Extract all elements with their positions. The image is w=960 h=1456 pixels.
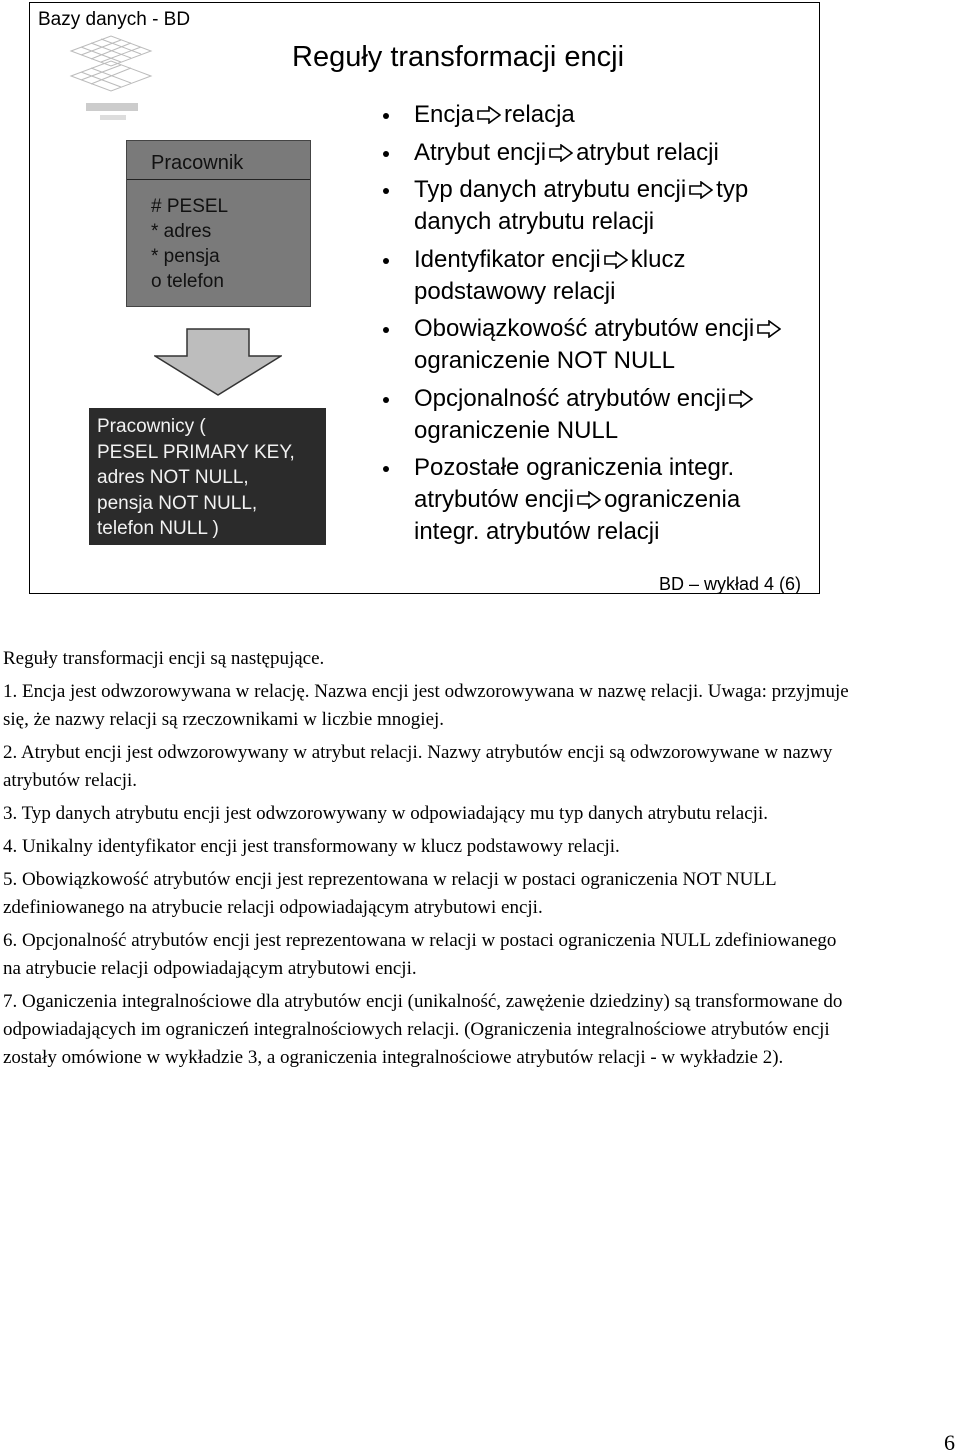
university-logo: [66, 31, 156, 131]
bullet-target: typ danych atrybutu relacji: [414, 176, 749, 235]
bullet-item: [380, 452, 800, 548]
entity-attribute: * pensja: [151, 246, 220, 267]
entity-attribute: o telefon: [151, 271, 224, 292]
hollow-right-arrow-icon: [729, 390, 753, 408]
slide-frame: [29, 2, 820, 594]
bullet-item: [380, 137, 800, 169]
lecture-notes: [3, 645, 853, 1077]
entity-box: [126, 140, 311, 307]
bullet-source: Identyfikator encji: [414, 245, 601, 273]
bullet-source: Typ danych atrybutu encji: [414, 176, 687, 203]
bullet-item: [380, 99, 800, 131]
bullet-source: Obowiązkowość atrybutów encji: [414, 315, 755, 342]
bullet-source: Pozostałe ograniczenia integr. atrybutów encji: [414, 454, 735, 513]
bullet-target: klucz podstawowy relacji: [414, 245, 686, 305]
bullet-source: Atrybut encji: [414, 138, 547, 166]
entity-attribute: # PESEL: [151, 196, 229, 217]
slide-footer: BD – wykład 4 (6): [659, 574, 802, 594]
slide-title: Reguły transformacji encji: [292, 41, 625, 73]
bullet-target: ograniczenie NULL: [414, 416, 619, 444]
bullet-source: Opcjonalność atrybutów encji: [414, 384, 727, 412]
notes-paragraph: 4. Unikalny identyfikator encji jest transformowany w klucz podstawowy relacji.: [3, 836, 620, 857]
notes-paragraph: 7. Oganiczenia integralnościowe dla atrybutów encji (unikalność, zawężenie dziedziny) są transformowane do odpowiadających im ograniczeń integralnościowych relacji. (Ograniczenia integralnościowe atrybutów encji zostały omówione w wykładzie 3, a ograniczenia integralnościowe atrybutów relacji - w wykładzie 2).: [3, 991, 843, 1068]
bullet-item: [380, 313, 800, 377]
bullet-item: [380, 383, 800, 447]
entity-name: Pracownik: [127, 141, 310, 180]
relation-line: adres NOT NULL,: [97, 467, 249, 488]
notes-paragraph: 5. Obowiązkowość atrybutów encji jest reprezentowana w relacji w postaci ograniczenia NOT NULL zdefiniowanego na atrybucie relacji odpowiadającym atrybutowi encji.: [3, 869, 776, 918]
relation-definition: [89, 408, 326, 545]
notes-paragraph: 3. Typ danych atrybutu encji jest odwzorowywany w odpowiadający mu typ danych atrybutu relacji.: [3, 803, 768, 824]
relation-line: PESEL PRIMARY KEY,: [97, 441, 295, 463]
bullet-target: atrybut relacji: [576, 138, 719, 166]
relation-line: telefon NULL ): [97, 518, 219, 539]
hollow-right-arrow-icon: [549, 144, 573, 162]
relation-line: pensja NOT NULL,: [97, 492, 258, 514]
notes-paragraph: 2. Atrybut encji jest odwzorowywany w atrybut relacji. Nazwy atrybutów encji są odwzorowywane w nazwy atrybutów relacji.: [3, 742, 833, 791]
notes-paragraph: 1. Encja jest odwzorowywana w relację. Nazwa encji jest odwzorowywana w nazwę relacji. Uwaga: przyjmuje się, że nazwy relacji są rzeczownikami w liczbie mnogiej.: [3, 681, 849, 730]
notes-paragraph: Reguły transformacji encji są następujące.: [3, 648, 325, 669]
bullet-target: ograniczenia integr. atrybutów relacji: [414, 486, 741, 545]
bullet-target: relacja: [504, 101, 575, 128]
hollow-right-arrow-icon: [577, 491, 601, 509]
notes-paragraph: 6. Opcjonalność atrybutów encji jest reprezentowana w relacji w postaci ograniczenia NULL zdefiniowanego na atrybucie relacji odpowiadającym atrybutowi encji.: [3, 930, 837, 979]
bullet-item: [380, 244, 800, 308]
entity-attributes: [127, 180, 310, 294]
hollow-right-arrow-icon: [757, 320, 781, 338]
relation-line: Pracownicy (: [97, 416, 206, 437]
bullet-source: Encja: [414, 101, 475, 128]
slide-header: Bazy danych - BD: [38, 9, 191, 30]
hollow-right-arrow-icon: [477, 106, 501, 124]
bullet-target: ograniczenie NOT NULL: [414, 347, 676, 374]
down-arrow-icon: [154, 328, 282, 396]
hollow-right-arrow-icon: [604, 251, 628, 269]
entity-attribute: * adres: [151, 221, 212, 242]
bullet-item: [380, 174, 800, 238]
hollow-right-arrow-icon: [689, 181, 713, 199]
rules-bullet-list: [380, 99, 800, 554]
page-number: 6: [944, 1430, 955, 1455]
